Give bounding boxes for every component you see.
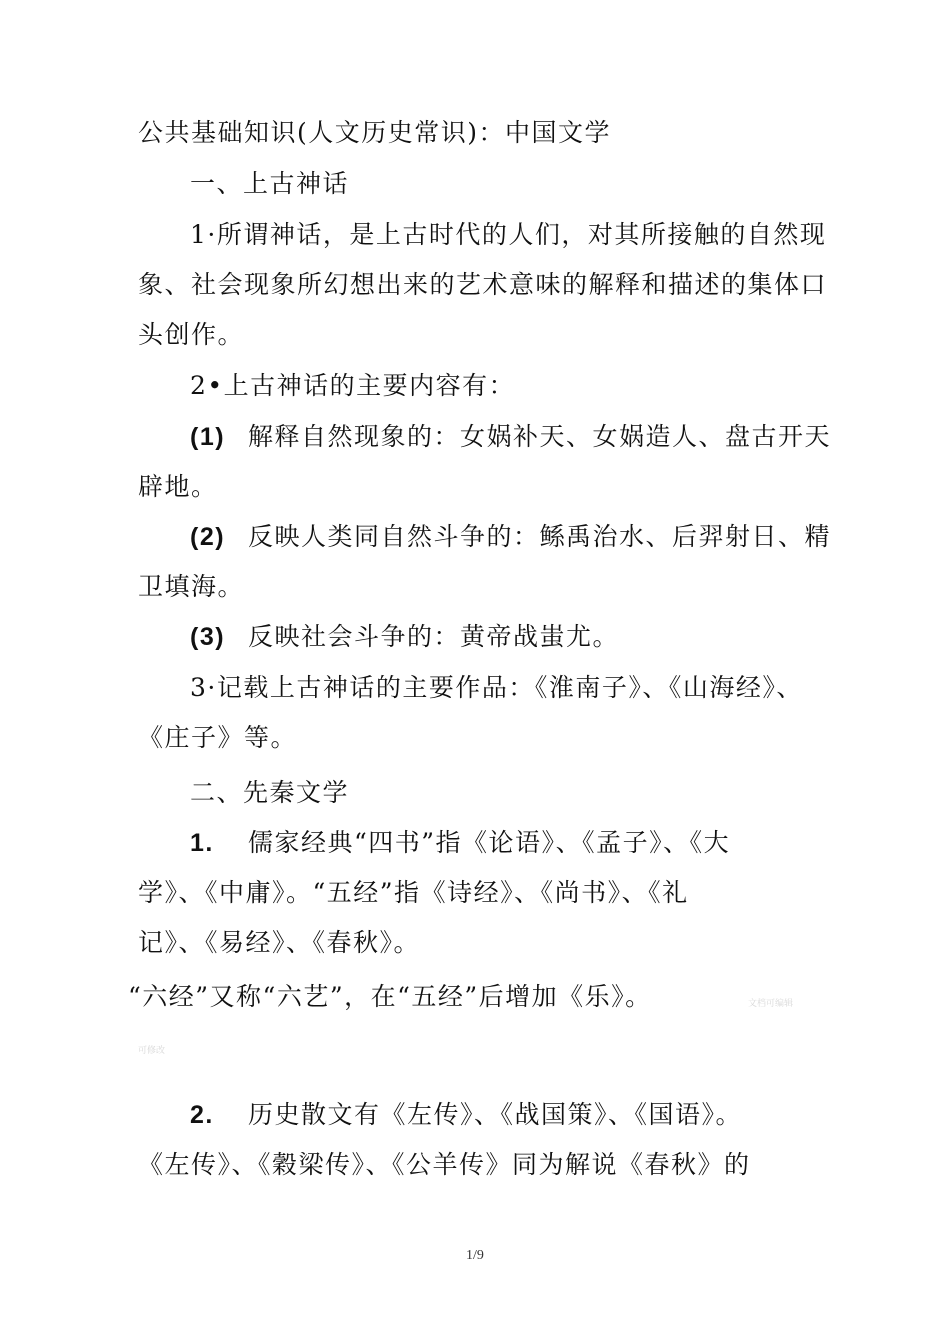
paragraph-line: 辟地。 (138, 472, 218, 501)
paragraph-line: 《左传》、《穀梁传》、《公羊传》同为解说《春秋》的 (138, 1150, 751, 1179)
list-item-text: 解释自然现象的：女娲补天、女娲造人、盘古开天 (248, 422, 832, 451)
paragraph-line: 卫填海。 (138, 572, 245, 601)
list-item (190, 520, 831, 554)
list-item (190, 826, 730, 860)
page-number: 1/9 (466, 1248, 484, 1263)
faint-watermark-note: 文档可编辑 (748, 999, 794, 1009)
paragraph-line: 3·记载上古神话的主要作品：《淮南子》、《山海经》、 (190, 673, 803, 702)
section-heading-2: 二、先秦文学 (190, 778, 350, 807)
list-item-number: (2) (190, 523, 226, 551)
paragraph-line: 学》、《中庸》。“五经”指《诗经》、《尚书》、《礼 (138, 878, 689, 907)
list-item (190, 620, 619, 654)
paragraph-line: 记》、《易经》、《春秋》。 (138, 928, 421, 957)
paragraph-line: “六经”又称“六艺”，在“五经”后增加《乐》。 (128, 982, 652, 1011)
faint-watermark-note: 可修改 (138, 1046, 166, 1056)
list-item-number: 2. (190, 1101, 214, 1129)
list-item (190, 420, 831, 454)
section-heading-1: 一、上古神话 (190, 169, 350, 198)
paragraph-line: 2•上古神话的主要内容有： (190, 371, 516, 400)
paragraph-line: 象、社会现象所幻想出来的艺术意味的解释和描述的集体口 (138, 270, 828, 299)
list-item-number: (3) (190, 623, 226, 651)
list-item-text: 儒家经典“四书”指《论语》、《孟子》、《大 (248, 828, 731, 857)
list-item-text: 反映社会斗争的：黄帝战蚩尤。 (248, 622, 620, 651)
list-item-text: 反映人类同自然斗争的：鲧禹治水、后羿射日、精 (248, 522, 832, 551)
list-item-text: 历史散文有《左传》、《战国策》、《国语》。 (248, 1100, 743, 1129)
document-title: 公共基础知识(人文历史常识)：中国文学 (138, 118, 612, 147)
paragraph-line: 《庄子》等。 (138, 723, 298, 752)
list-item-number: 1. (190, 829, 214, 857)
paragraph-line: 头创作。 (138, 320, 245, 349)
list-item (190, 1098, 742, 1132)
paragraph-line: 1·所谓神话，是上古时代的人们，对其所接触的自然现 (190, 220, 827, 249)
list-item-number: (1) (190, 423, 226, 451)
